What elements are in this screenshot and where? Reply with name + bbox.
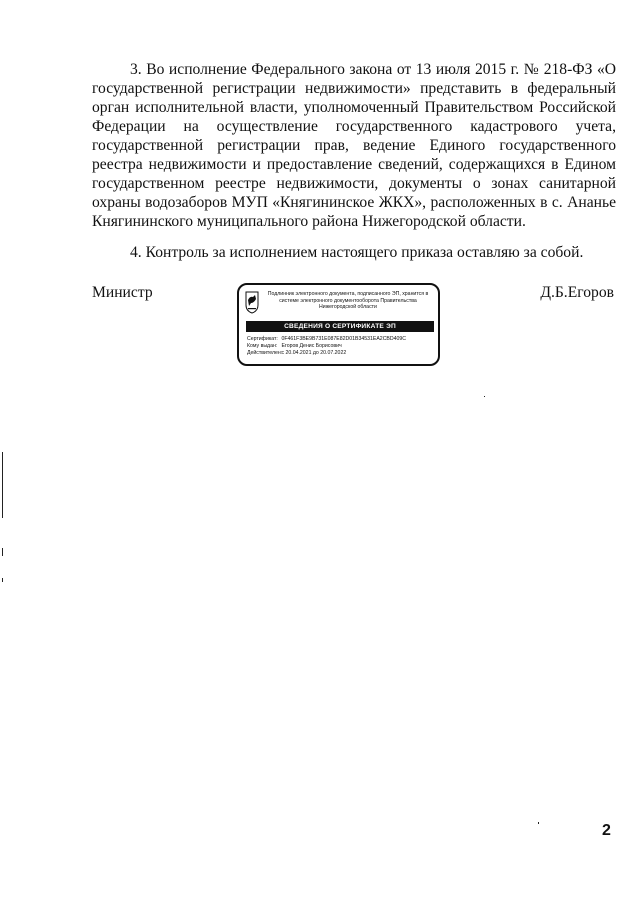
validity-label: Действителен: bbox=[247, 350, 283, 356]
stamp-header: СВЕДЕНИЯ О СЕРТИФИКАТЕ ЭП bbox=[246, 321, 434, 332]
certificate-label: Сертификат: bbox=[247, 336, 278, 342]
scan-dot bbox=[538, 822, 539, 824]
issued-to-label: Кому выдан: bbox=[247, 343, 278, 349]
page-number: 2 bbox=[602, 822, 611, 839]
stamp-notice: Подлинник электронного документа, подписанного ЭП, хранится в системе электронного документооборота Правительства Нижегородской области bbox=[267, 291, 429, 311]
validity-row bbox=[247, 350, 435, 357]
paragraph-3: 3. Во исполнение Федерального закона от 13 июля 2015 г. № 218-ФЗ «О государственной регистрации недвижимости» представить в федеральный орган исполнительной власти, уполномоченный Правительством Российской Федерации на осуществление государственного кадастрового учета, государственной регистрации прав, ведение Единого государственного реестра недвижимости и предоставление сведений, содержащихся в Едином государственном реестре недвижимости, документы о зонах санитарной охраны водозаборов МУП «Княгининское ЖКХ», расположенных в с. Ананье Княгининского муниципального района Нижегородской области. bbox=[92, 61, 616, 230]
scan-edge-mark bbox=[2, 548, 3, 556]
coat-of-arms-icon bbox=[245, 291, 259, 314]
issued-to-value: Егоров Денис Борисович bbox=[281, 343, 342, 349]
scan-edge-mark bbox=[2, 578, 3, 582]
paragraph-4: 4. Контроль за исполнением настоящего приказа оставляю за собой. bbox=[130, 244, 584, 261]
certificate-row bbox=[247, 336, 435, 343]
validity-value: с 20.04.2021 до 20.07.2022 bbox=[281, 350, 347, 356]
scan-edge-mark bbox=[2, 452, 3, 518]
electronic-signature-stamp bbox=[237, 283, 440, 366]
certificate-value: 0F461F3BE9B731E087E82D01B34531EA2CBD409C bbox=[281, 336, 407, 342]
scan-dot bbox=[484, 396, 485, 397]
issued-to-row bbox=[247, 343, 435, 350]
minister-title: Министр bbox=[92, 284, 153, 301]
signer-name: Д.Б.Егоров bbox=[540, 284, 614, 301]
